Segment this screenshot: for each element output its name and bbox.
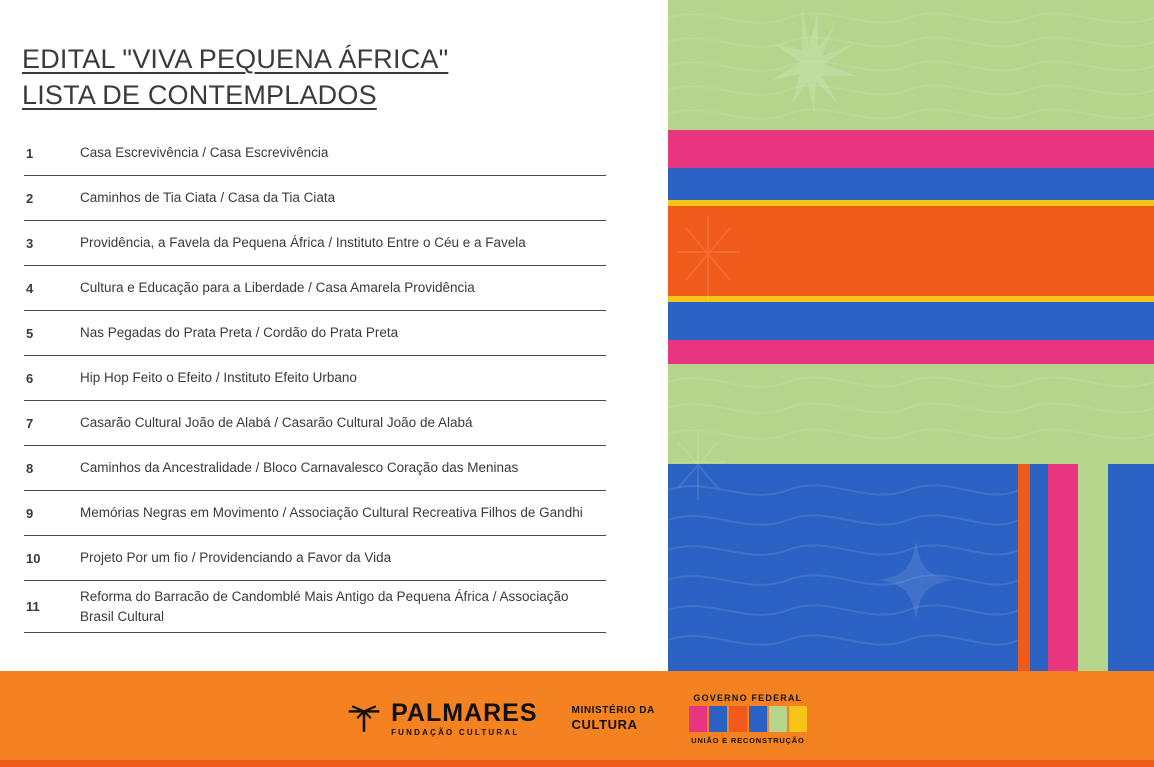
list-item-text: Providência, a Favela da Pequena África / Instituto Entre o Céu e a Favela <box>80 235 526 251</box>
list-item <box>24 131 606 176</box>
page-title-line-1: EDITAL "VIVA PEQUENA ÁFRICA" <box>22 44 449 74</box>
footer-bottom-edge <box>0 760 1154 767</box>
contemplated-list <box>24 131 606 633</box>
page-title-line-2: LISTA DE CONTEMPLADOS <box>22 79 377 110</box>
list-item-number: 8 <box>26 460 34 476</box>
ministry-logo <box>572 705 655 734</box>
list-item-text: Projeto Por um fio / Providenciando a Favor da Vida <box>80 550 392 566</box>
list-item <box>24 446 606 491</box>
list-item-text: Cultura e Educação para a Liberdade / Casa Amarela Providência <box>80 280 475 296</box>
list-item-text: Reforma do Barracão de Candomblé Mais Antigo da Pequena África / Associação Brasil Cultural <box>80 589 569 624</box>
list-item-number: 2 <box>26 190 34 206</box>
list-item-number: 5 <box>26 325 34 341</box>
government-logo <box>689 693 807 745</box>
ministry-line-2: CULTURA <box>571 717 638 733</box>
government-line-1: GOVERNO FEDERAL <box>693 693 803 703</box>
list-item <box>24 311 606 356</box>
palmares-subtitle: FUNDAÇÃO CULTURAL <box>391 728 520 737</box>
list-item <box>24 401 606 446</box>
list-item <box>24 491 606 536</box>
list-item-number: 6 <box>26 370 34 386</box>
list-item-number: 9 <box>26 505 34 521</box>
list-item <box>24 356 606 401</box>
list-item-text: Caminhos de Tia Ciata / Casa da Tia Ciata <box>80 190 336 206</box>
list-item <box>24 221 606 266</box>
list-item-number: 1 <box>26 145 34 161</box>
list-item <box>24 536 606 581</box>
list-item-text: Caminhos da Ancestralidade / Bloco Carnavalesco Coração das Meninas <box>80 460 519 476</box>
palm-tree-icon <box>347 704 381 734</box>
wave-pattern-icon <box>668 0 1154 671</box>
palmares-logo <box>347 701 537 737</box>
list-item-number: 11 <box>26 599 40 615</box>
list-item-text: Memórias Negras em Movimento / Associação Cultural Recreativa Filhos de Gandhi <box>80 505 583 521</box>
ministry-line-1: MINISTÉRIO DA <box>571 704 655 716</box>
decorative-graphic-panel <box>668 0 1154 671</box>
list-item <box>24 581 606 633</box>
footer-logo-bar <box>0 671 1154 767</box>
list-item-number: 7 <box>26 415 34 431</box>
list-item-text: Casa Escrevivência / Casa Escrevivência <box>80 145 329 161</box>
list-item <box>24 176 606 221</box>
brasil-wordmark-icon <box>689 706 807 732</box>
list-item-number: 3 <box>26 235 34 251</box>
list-item-text: Hip Hop Feito o Efeito / Instituto Efeito Urbano <box>80 370 357 386</box>
page-title <box>22 42 648 113</box>
list-item-number: 10 <box>26 550 41 566</box>
government-line-3: UNIÃO E RECONSTRUÇÃO <box>691 736 805 745</box>
list-item <box>24 266 606 311</box>
list-item-text: Nas Pegadas do Prata Preta / Cordão do Prata Preta <box>80 325 399 341</box>
list-item-text: Casarão Cultural João de Alabá / Casarão Cultural João de Alabá <box>80 415 473 431</box>
list-item-number: 4 <box>26 280 34 296</box>
palmares-name: PALMARES <box>391 699 538 727</box>
